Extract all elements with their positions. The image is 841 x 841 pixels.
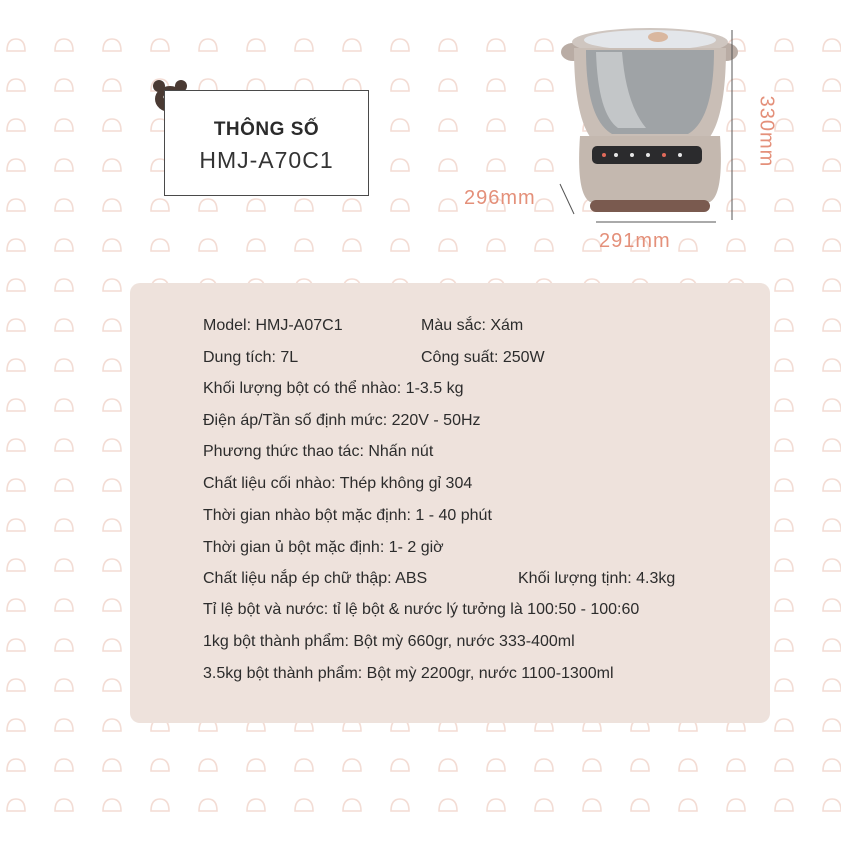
- pattern-bump: [679, 759, 697, 771]
- pattern-bump: [775, 359, 793, 371]
- pattern-bump: [775, 399, 793, 411]
- pattern-bump: [7, 759, 25, 771]
- pattern-bump: [535, 799, 553, 811]
- pattern-bump: [391, 199, 409, 211]
- pattern-bump: [151, 239, 169, 251]
- pattern-bump: [7, 79, 25, 91]
- pattern-bump: [7, 639, 25, 651]
- pattern-bump: [7, 359, 25, 371]
- pattern-bump: [775, 719, 793, 731]
- pattern-bump: [391, 39, 409, 51]
- pattern-bump: [535, 199, 553, 211]
- spec-model: Model: HMJ-A07C1: [203, 317, 343, 334]
- pattern-bump: [55, 199, 73, 211]
- pattern-bump: [103, 199, 121, 211]
- pattern-bump: [679, 239, 697, 251]
- pattern-bump: [103, 279, 121, 291]
- spec-operation: Phương thức thao tác: Nhấn nút: [203, 443, 434, 460]
- pattern-bump: [439, 159, 457, 171]
- pattern-bump: [487, 759, 505, 771]
- pattern-bump: [775, 799, 793, 811]
- spec-bowl-material: Chất liệu cối nhào: Thép không gỉ 304: [203, 475, 473, 492]
- pattern-bump: [103, 799, 121, 811]
- pattern-bump: [7, 159, 25, 171]
- pattern-bump: [103, 759, 121, 771]
- pattern-bump: [7, 119, 25, 131]
- pattern-bump: [823, 439, 841, 451]
- pattern-bump: [7, 439, 25, 451]
- pattern-bump: [439, 79, 457, 91]
- pattern-bump: [679, 799, 697, 811]
- pattern-bump: [103, 399, 121, 411]
- pattern-bump: [823, 279, 841, 291]
- pattern-bump: [103, 479, 121, 491]
- spec-capacity: Dung tích: 7L: [203, 349, 299, 366]
- pattern-bump: [55, 799, 73, 811]
- pattern-bump: [775, 199, 793, 211]
- pattern-bump: [55, 479, 73, 491]
- page-title: THÔNG SỐ: [213, 119, 320, 140]
- pattern-bump: [823, 39, 841, 51]
- pattern-bump: [55, 279, 73, 291]
- height-dimension: 330mm: [755, 95, 778, 168]
- pattern-bump: [7, 239, 25, 251]
- pattern-bump: [487, 799, 505, 811]
- pattern-bump: [247, 199, 265, 211]
- pattern-bump: [823, 359, 841, 371]
- pattern-bump: [103, 639, 121, 651]
- pattern-bump: [775, 319, 793, 331]
- pattern-bump: [439, 119, 457, 131]
- pattern-bump: [7, 279, 25, 291]
- pattern-bump: [775, 519, 793, 531]
- pattern-bump: [535, 119, 553, 131]
- pattern-bump: [7, 399, 25, 411]
- pattern-bump: [199, 759, 217, 771]
- pattern-bump: [7, 199, 25, 211]
- pattern-bump: [7, 679, 25, 691]
- spec-power: Công suất: 250W: [421, 349, 545, 366]
- pattern-bump: [55, 439, 73, 451]
- pattern-bump: [55, 399, 73, 411]
- pattern-bump: [103, 359, 121, 371]
- pattern-bump: [823, 679, 841, 691]
- pattern-bump: [55, 359, 73, 371]
- pattern-bump: [199, 239, 217, 251]
- pattern-bump: [55, 599, 73, 611]
- specs-panel: [130, 283, 770, 723]
- pattern-bump: [439, 759, 457, 771]
- pattern-bump: [103, 79, 121, 91]
- pattern-bump: [343, 799, 361, 811]
- pattern-bump: [391, 79, 409, 91]
- pattern-bump: [823, 119, 841, 131]
- pattern-bump: [103, 439, 121, 451]
- pattern-bump: [7, 519, 25, 531]
- pattern-bump: [487, 239, 505, 251]
- width-dimension: 291mm: [599, 230, 671, 252]
- pattern-bump: [775, 239, 793, 251]
- pattern-bump: [775, 639, 793, 651]
- pattern-bump: [631, 799, 649, 811]
- pattern-bump: [823, 79, 841, 91]
- pattern-bump: [535, 159, 553, 171]
- depth-dimension: 296mm: [464, 187, 536, 209]
- pattern-bump: [727, 239, 745, 251]
- pattern-bump: [823, 639, 841, 651]
- model-name: HMJ-A70C1: [199, 147, 334, 173]
- pattern-bump: [103, 599, 121, 611]
- pattern-bump: [295, 39, 313, 51]
- pattern-bump: [439, 199, 457, 211]
- pattern-bump: [55, 639, 73, 651]
- pattern-bump: [775, 79, 793, 91]
- pattern-bump: [55, 759, 73, 771]
- spec-net-weight: Khối lượng tịnh: 4.3kg: [518, 570, 676, 587]
- pattern-bump: [775, 119, 793, 131]
- pattern-bump: [823, 799, 841, 811]
- pattern-bump: [7, 479, 25, 491]
- pattern-bump: [7, 599, 25, 611]
- pattern-bump: [775, 479, 793, 491]
- pattern-bump: [439, 239, 457, 251]
- pattern-bump: [343, 239, 361, 251]
- pattern-bump: [535, 79, 553, 91]
- pattern-bump: [247, 39, 265, 51]
- pattern-bump: [103, 679, 121, 691]
- pattern-bump: [7, 39, 25, 51]
- pattern-bump: [727, 799, 745, 811]
- pattern-bump: [823, 559, 841, 571]
- pattern-bump: [151, 799, 169, 811]
- pattern-bump: [103, 519, 121, 531]
- pattern-bump: [775, 559, 793, 571]
- pattern-bump: [55, 719, 73, 731]
- pattern-bump: [103, 39, 121, 51]
- pattern-bump: [487, 119, 505, 131]
- pattern-bump: [55, 239, 73, 251]
- pattern-bump: [103, 239, 121, 251]
- pattern-bump: [535, 39, 553, 51]
- pattern-bump: [7, 319, 25, 331]
- spec-color: Màu sắc: Xám: [421, 317, 524, 334]
- dough-mixer-image: [556, 24, 746, 224]
- pattern-bump: [823, 399, 841, 411]
- pattern-bump: [247, 799, 265, 811]
- pattern-bump: [535, 239, 553, 251]
- pattern-bump: [391, 759, 409, 771]
- pattern-bump: [391, 119, 409, 131]
- pattern-bump: [55, 519, 73, 531]
- pattern-bump: [775, 39, 793, 51]
- spec-voltage: Điện áp/Tần số định mức: 220V - 50Hz: [203, 412, 481, 429]
- pattern-bump: [7, 719, 25, 731]
- pattern-bump: [775, 439, 793, 451]
- pattern-bump: [487, 39, 505, 51]
- spec-knead-time: Thời gian nhào bột mặc định: 1 - 40 phút: [203, 507, 492, 524]
- pattern-bump: [439, 39, 457, 51]
- pattern-bump: [103, 559, 121, 571]
- pattern-bump: [823, 159, 841, 171]
- pattern-bump: [55, 159, 73, 171]
- pattern-bump: [583, 799, 601, 811]
- pattern-bump: [103, 719, 121, 731]
- pattern-bump: [631, 759, 649, 771]
- pattern-bump: [247, 239, 265, 251]
- pattern-bump: [823, 199, 841, 211]
- pattern-bump: [151, 759, 169, 771]
- pattern-bump: [391, 159, 409, 171]
- pattern-bump: [487, 159, 505, 171]
- pattern-bump: [439, 799, 457, 811]
- pattern-bump: [199, 199, 217, 211]
- pattern-bump: [823, 519, 841, 531]
- spec-recipe-3-5kg: 3.5kg bột thành phẩm: Bột mỳ 2200gr, nước 1100-1300ml: [203, 665, 614, 682]
- pattern-bump: [55, 119, 73, 131]
- pattern-bump: [823, 599, 841, 611]
- pattern-bump: [343, 39, 361, 51]
- pattern-bump: [295, 239, 313, 251]
- pattern-bump: [775, 759, 793, 771]
- pattern-bump: [343, 199, 361, 211]
- pattern-bump: [823, 319, 841, 331]
- pattern-bump: [823, 479, 841, 491]
- pattern-bump: [295, 799, 313, 811]
- pattern-bump: [199, 799, 217, 811]
- spec-ratio: Tỉ lệ bột và nước: tỉ lệ bột & nước lý tưởng là 100:50 - 100:60: [203, 601, 640, 618]
- pattern-bump: [55, 39, 73, 51]
- spec-recipe-1kg: 1kg bột thành phẩm: Bột mỳ 660gr, nước 333-400ml: [203, 633, 575, 650]
- pattern-bump: [535, 759, 553, 771]
- pattern-bump: [103, 319, 121, 331]
- pattern-bump: [823, 719, 841, 731]
- pattern-bump: [487, 79, 505, 91]
- pattern-bump: [247, 759, 265, 771]
- pattern-bump: [295, 199, 313, 211]
- pattern-bump: [775, 599, 793, 611]
- pattern-bump: [583, 759, 601, 771]
- spec-lid-material: Chất liệu nắp ép chữ thập: ABS: [203, 570, 428, 587]
- pattern-bump: [391, 799, 409, 811]
- pattern-bump: [55, 679, 73, 691]
- pattern-bump: [775, 279, 793, 291]
- pattern-bump: [55, 319, 73, 331]
- pattern-bump: [7, 799, 25, 811]
- pattern-bump: [199, 39, 217, 51]
- pattern-bump: [295, 759, 313, 771]
- pattern-bump: [7, 559, 25, 571]
- pattern-bump: [727, 759, 745, 771]
- pattern-bump: [775, 159, 793, 171]
- pattern-bump: [775, 679, 793, 691]
- spec-flour-amount: Khối lượng bột có thể nhào: 1-3.5 kg: [203, 380, 464, 397]
- pattern-bump: [151, 39, 169, 51]
- pattern-bump: [55, 79, 73, 91]
- pattern-bump: [343, 759, 361, 771]
- pattern-bump: [103, 159, 121, 171]
- pattern-bump: [151, 199, 169, 211]
- pattern-bump: [823, 239, 841, 251]
- pattern-bump: [55, 559, 73, 571]
- spec-proof-time: Thời gian ủ bột mặc định: 1- 2 giờ: [203, 539, 444, 556]
- title-card: [164, 90, 369, 196]
- pattern-bump: [823, 759, 841, 771]
- pattern-bump: [103, 119, 121, 131]
- pattern-bump: [391, 239, 409, 251]
